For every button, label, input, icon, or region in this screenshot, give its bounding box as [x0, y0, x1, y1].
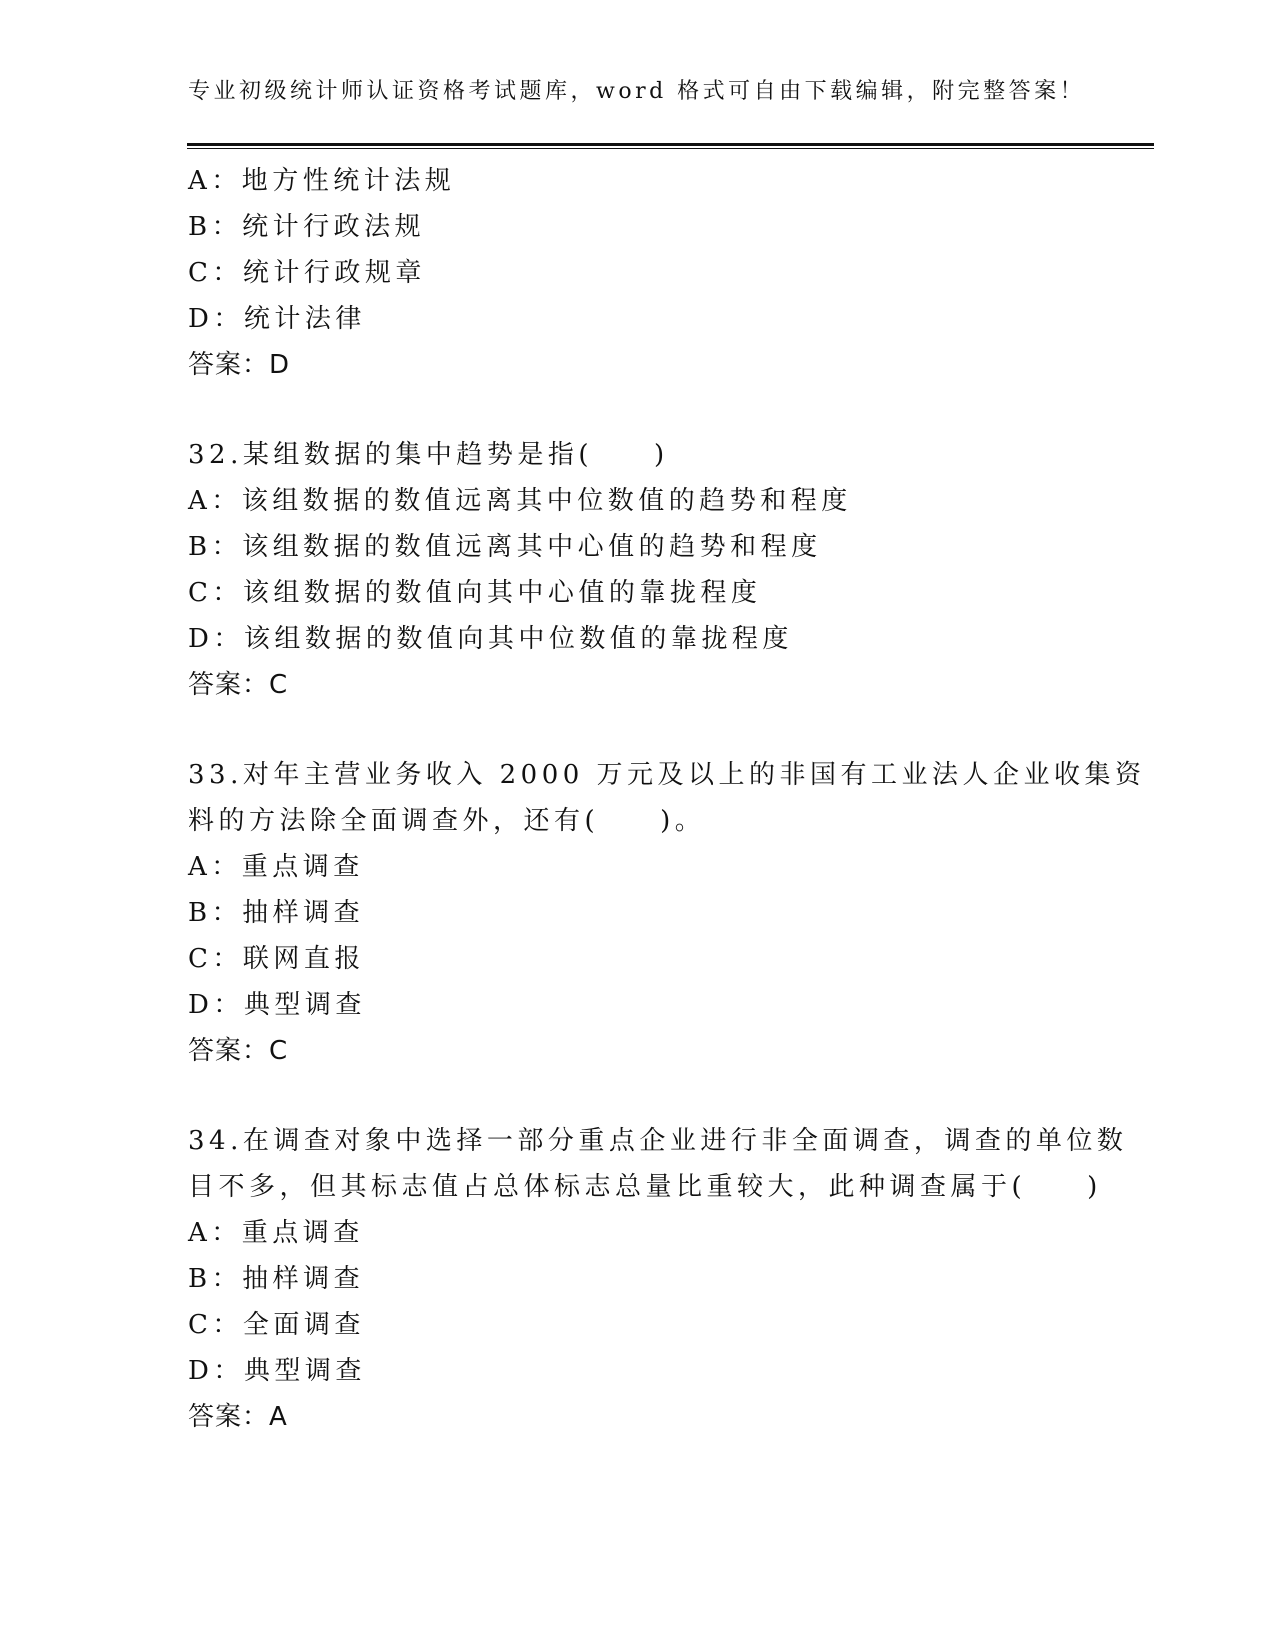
question-block: [188, 158, 1088, 388]
option-b: B：抽样调查: [188, 898, 365, 928]
question-list: [188, 158, 1146, 1440]
option-c: C：联网直报: [188, 944, 365, 974]
option-c: C：统计行政规章: [188, 258, 426, 288]
option-b: B：抽样调查: [188, 1264, 365, 1294]
option-d: D：该组数据的数值向其中位数值的靠拢程度: [188, 624, 793, 654]
spacer: [188, 388, 1088, 432]
option-a: A：该组数据的数值远离其中位数值的趋势和程度: [188, 486, 852, 516]
question-block: [188, 752, 1146, 1074]
question-stem-continued: 目不多，但其标志值占总体标志总量比重较大，此种调查属于( ): [188, 1172, 1102, 1202]
option-c: C：全面调查: [188, 1310, 365, 1340]
question-block: [188, 1118, 1128, 1440]
answer-line: 答案：C: [188, 670, 289, 700]
option-d: D：典型调查: [188, 1356, 366, 1386]
option-a: A：重点调查: [188, 1218, 364, 1248]
answer-line: 答案：A: [188, 1402, 288, 1432]
answer-line: 答案：C: [188, 1036, 289, 1066]
option-b: B：统计行政法规: [188, 212, 426, 242]
option-b: B：该组数据的数值远离其中心值的趋势和程度: [188, 532, 822, 562]
option-c: C：该组数据的数值向其中心值的靠拢程度: [188, 578, 762, 608]
header-rule-thin: [187, 148, 1154, 149]
question-stem: 32.某组数据的集中趋势是指( ): [188, 440, 669, 470]
option-d: D：统计法律: [188, 304, 366, 334]
header-rule-thick: [187, 143, 1154, 146]
question-stem-continued: 料的方法除全面调查外，还有( )。: [188, 806, 706, 836]
page-header: 专业初级统计师认证资格考试题库，word 格式可自由下载编辑，附完整答案！: [188, 79, 1086, 104]
question-block: [188, 432, 1088, 708]
question-stem: 33.对年主营业务收入 2000 万元及以上的非国有工业法人企业收集资: [188, 760, 1146, 790]
option-d: D：典型调查: [188, 990, 366, 1020]
answer-line: 答案：D: [188, 350, 291, 380]
spacer: [188, 1074, 1088, 1118]
option-a: A：地方性统计法规: [188, 166, 456, 196]
spacer: [188, 708, 1088, 752]
option-a: A：重点调查: [188, 852, 364, 882]
question-stem: 34.在调查对象中选择一部分重点企业进行非全面调查，调查的单位数: [188, 1126, 1128, 1156]
